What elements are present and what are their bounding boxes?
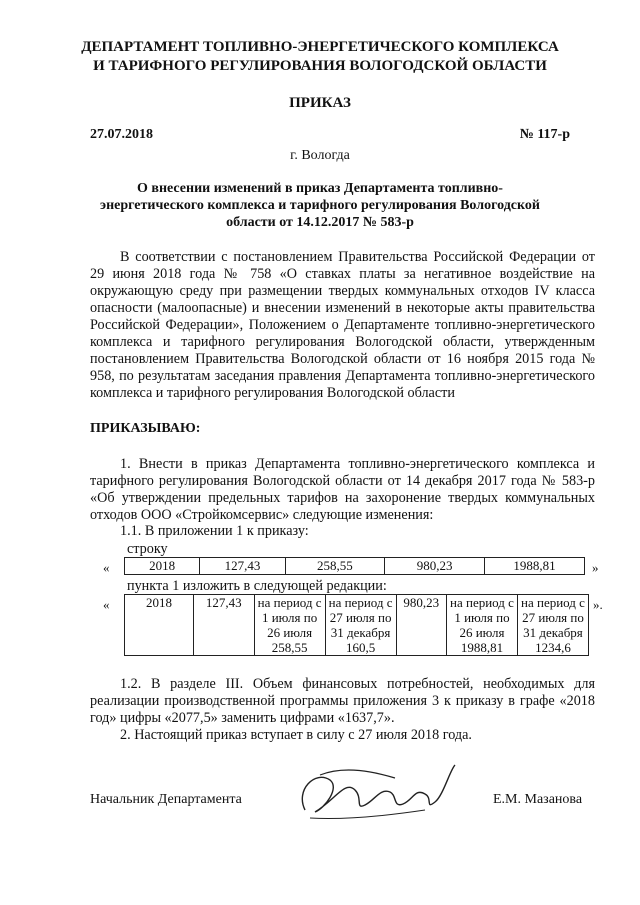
open-quote: « [103,597,110,612]
table-cell: на период с 1 июля по 26 июля 258,55 [254,595,325,656]
item-2-paragraph: 2. Настоящий приказ вступает в силу с 27 июля 2018 года. [120,727,472,743]
signer-title: Начальник Департамента [90,792,242,807]
mid-text: пункта 1 изложить в следующей редакции: [127,578,387,594]
signature-image [285,750,465,830]
city: г. Вологда [290,148,350,163]
order-subject: О внесении изменений в приказ Департамента топливно-энергетического комплекса и тарифного регулирования Вологодской области от 14.12.2017 № 583-р [100,181,540,230]
header-line-1: ДЕПАРТАМЕНТ ТОПЛИВНО-ЭНЕРГЕТИЧЕСКОГО КОМПЛЕКСА [81,39,559,55]
close-quote: » [592,560,599,575]
table-cell: 2018 [125,595,194,656]
table-row [125,558,585,575]
signer-name: Е.М. Мазанова [493,792,583,807]
table-cell: на период с 27 июля по 31 декабря 160,5 [325,595,396,656]
table-cell: 127,43 [200,558,285,575]
order-date: 27.07.2018 [90,127,153,142]
item-1-1-paragraph: 1.1. В приложении 1 к приказу: [120,523,309,539]
table-cell: 258,55 [285,558,385,575]
header-line-2: И ТАРИФНОГО РЕГУЛИРОВАНИЯ ВОЛОГОДСКОЙ ОБЛАСТИ [93,58,547,74]
item-1-paragraph: 1. Внести в приказ Департамента топливно-энергетического комплекса и тарифного регулирования Вологодской области от 14 декабря 2017 года № 583-р «Об утверждении предельных тарифов на захоронение твердых коммунальных отходов ООО «Стройкомсервис» следующие изменения: [90,456,595,523]
item-1-2-paragraph: 1.2. В разделе III. Объем финансовых потребностей, необходимых для реализации производственной программы приложения 3 к приказу в графе «2018 год» цифры «2077,5» заменить цифрами «1637,7». [90,676,595,726]
table-cell: 1988,81 [484,558,584,575]
department-header [60,38,580,76]
table-cell: 980,23 [385,558,485,575]
row-label: строку [127,541,168,557]
table-cell: 127,43 [193,595,254,656]
table-cell: 2018 [125,558,200,575]
table-cell: на период с 1 июля по 26 июля 1988,81 [446,595,517,656]
old-row-table [124,557,585,575]
prikazyvayu-heading: ПРИКАЗЫВАЮ: [90,421,201,436]
order-number: № 117-р [519,127,570,142]
preamble-paragraph: В соответствии с постановлением Правительства Российской Федерации от 29 июня 2018 года № 758 «О ставках платы за негативное воздействие на окружающую среду при размещении твердых коммунальных отходов IV класса опасности (малоопасные) и внесении изменений в некоторые акты правительства Российской Федерации», Положением о Департаменте топливно-энергетического комплекса и тарифного регулирования Вологодской области, утвержденным постановлением Правительства Вологодской области от 16 ноября 2015 года № 958, по результатам заседания правления Департамента топливно-энергетического комплекса и тарифного регулирования Вологодской области [90,249,595,401]
table-cell: на период с 27 июля по 31 декабря 1234,6 [517,595,588,656]
new-row-table [124,594,589,656]
table-cell: 980,23 [396,595,446,656]
open-quote: « [103,560,110,575]
close-quote-dot: ». [593,597,603,612]
table-row [125,595,589,656]
order-title: ПРИКАЗ [289,95,351,111]
